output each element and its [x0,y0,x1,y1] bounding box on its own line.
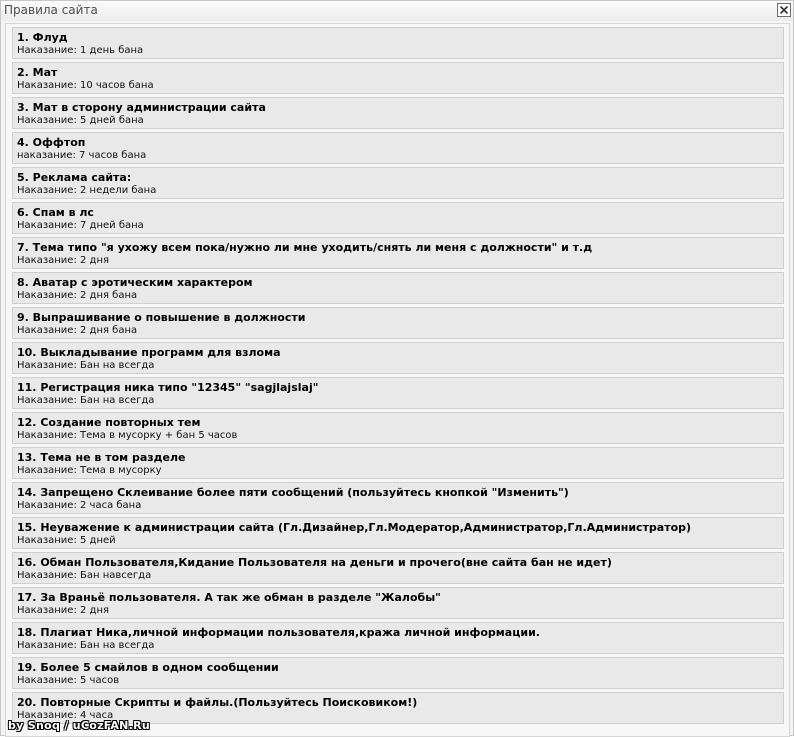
rule-title: 3. Мат в сторону администрации сайта [17,101,266,114]
rule-title: 6. Спам в лс [17,206,94,219]
rule-penalty: Наказание: 2 часа бана [17,500,142,511]
rule-penalty: Наказание: 7 дней бана [17,220,144,231]
rule-item [12,62,784,94]
rule-title: 11. Регистрация ника типо "12345" "sagjlajslaj" [17,381,319,394]
rule-title: 4. Оффтоп [17,136,86,149]
rule-penalty: Наказание: 2 дня бана [17,325,138,336]
rule-title: 10. Выкладывание программ для взлома [17,346,281,359]
rule-item [12,517,784,549]
rule-title: 17. За Враньё пользователя. А так же обман в разделе "Жалобы" [17,591,441,604]
rule-item [12,27,784,59]
close-icon [779,5,789,15]
rule-title: 2. Мат [17,66,58,79]
rule-penalty: Наказание: 1 день бана [17,45,144,56]
rule-penalty: Наказание: 2 недели бана [17,185,157,196]
rule-title: 20. Повторные Скрипты и файлы.(Пользуйтесь Поисковиком!) [17,696,418,709]
rule-item [12,552,784,584]
rule-title: 16. Обман Пользователя,Кидание Пользователя на деньги и прочего(вне сайта бан не идет) [17,556,612,569]
rule-item [12,272,784,304]
rule-item [12,97,784,129]
rule-penalty: Наказание: Бан на всегда [17,395,155,406]
rule-penalty: Наказание: 5 дней бана [17,115,144,126]
rule-penalty: Наказание: 4 часа [17,710,114,721]
rule-penalty: Наказание: Бан на всегда [17,640,155,651]
rule-item [12,237,784,269]
window-title: Правила сайта [4,3,98,17]
rule-item [12,447,784,479]
rule-title: 14. Запрещено Склеивание более пяти сообщений (пользуйтесь кнопкой "Изменить") [17,486,569,499]
rule-penalty: Наказание: 10 часов бана [17,80,154,91]
rule-title: 5. Реклама сайта: [17,171,132,184]
rule-title: 9. Выпрашивание о повышение в должности [17,311,306,324]
rule-title: 1. Флуд [17,31,68,44]
rule-title: 19. Более 5 смайлов в одном сообщении [17,661,279,674]
rule-penalty: Наказание: 2 дня [17,255,110,266]
rules-content [5,23,790,737]
rule-title: 13. Тема не в том разделе [17,451,186,464]
rule-penalty: Наказание: 2 дня бана [17,290,138,301]
rule-penalty: Наказание: 2 дня [17,605,110,616]
rule-item [12,412,784,444]
rule-item [12,482,784,514]
rule-title: 18. Плагиат Ника,личной информации пользователя,кража личной информации. [17,626,540,639]
window-titlebar [1,1,793,21]
rule-penalty: Наказание: Тема в мусорку + бан 5 часов [17,430,238,441]
rule-penalty: Наказание: 5 часов [17,675,120,686]
rule-penalty: наказание: 7 часов бана [17,150,147,161]
rule-item [12,587,784,619]
rule-penalty: Наказание: Бан навсегда [17,570,152,581]
rule-penalty: Наказание: 5 дней [17,535,116,546]
rule-title: 8. Аватар с эротическим характером [17,276,253,289]
rule-title: 7. Тема типо "я ухожу всем пока/нужно ли мне уходить/снять ли меня с должности" и т.д [17,241,593,254]
rule-title: 12. Создание повторных тем [17,416,201,429]
rule-penalty: Наказание: Бан на всегда [17,360,155,371]
rule-item [12,202,784,234]
rule-item [12,307,784,339]
rule-penalty: Наказание: Тема в мусорку [17,465,162,476]
rule-item [12,132,784,164]
rule-item [12,377,784,409]
rule-title: 15. Неуважение к администрации сайта (Гл.Дизайнер,Гл.Модератор,Администратор,Гл.Администратор) [17,521,692,534]
rule-item [12,167,784,199]
rule-item [12,342,784,374]
rule-item [12,622,784,654]
rule-item [12,657,784,689]
close-button[interactable] [777,3,791,17]
watermark: by Snoq / uCozFAN.Ru [8,719,151,732]
